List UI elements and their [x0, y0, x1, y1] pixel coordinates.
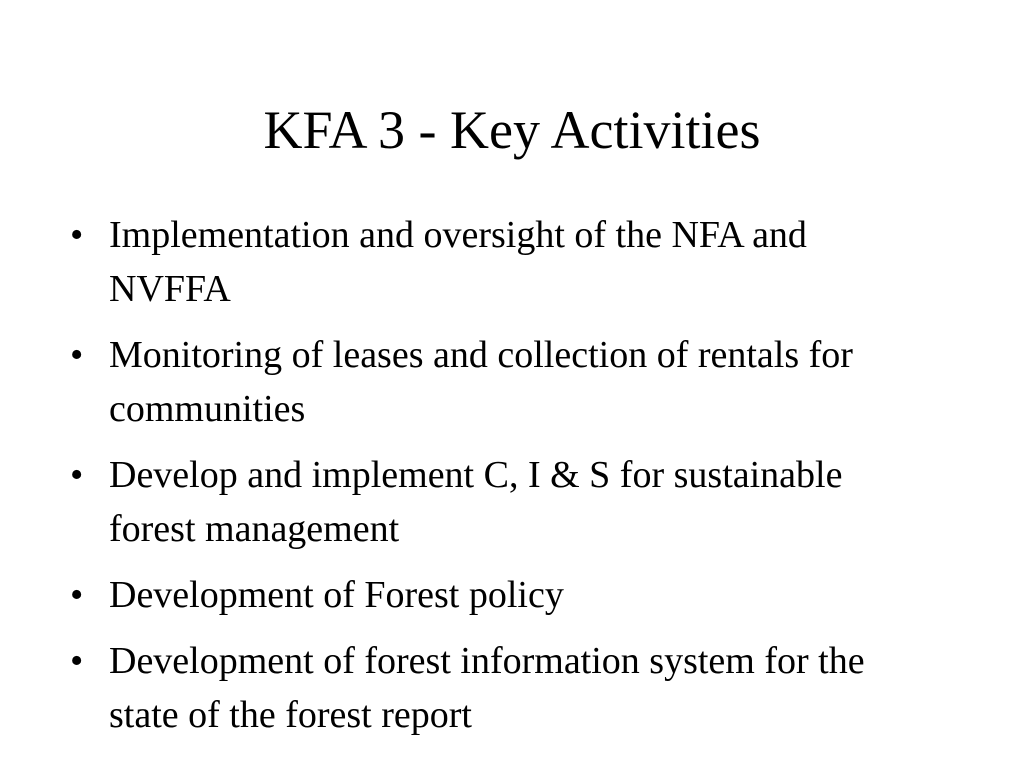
bullet-item: [70, 634, 900, 742]
slide-title: KFA 3 - Key Activities: [263, 100, 761, 160]
bullet-item: [70, 568, 900, 622]
bullet-icon: •: [70, 334, 84, 376]
bullet-text: Implementation and oversight of the NFA and NVFFA: [109, 214, 807, 310]
bullet-item: [70, 328, 900, 436]
bullet-text: Monitoring of leases and collection of rentals for communities: [109, 334, 853, 430]
bullet-icon: •: [70, 214, 84, 256]
bullet-icon: •: [70, 454, 84, 496]
bullet-text: Develop and implement C, I & S for sustainable forest management: [109, 454, 843, 550]
bullet-icon: •: [70, 640, 84, 682]
bullet-text: Development of forest information system for the state of the forest report: [109, 640, 865, 736]
bullet-list: [70, 208, 900, 754]
bullet-icon: •: [70, 574, 84, 616]
bullet-item: [70, 448, 900, 556]
bullet-item: [70, 208, 900, 316]
bullet-text: Development of Forest policy: [109, 574, 564, 616]
